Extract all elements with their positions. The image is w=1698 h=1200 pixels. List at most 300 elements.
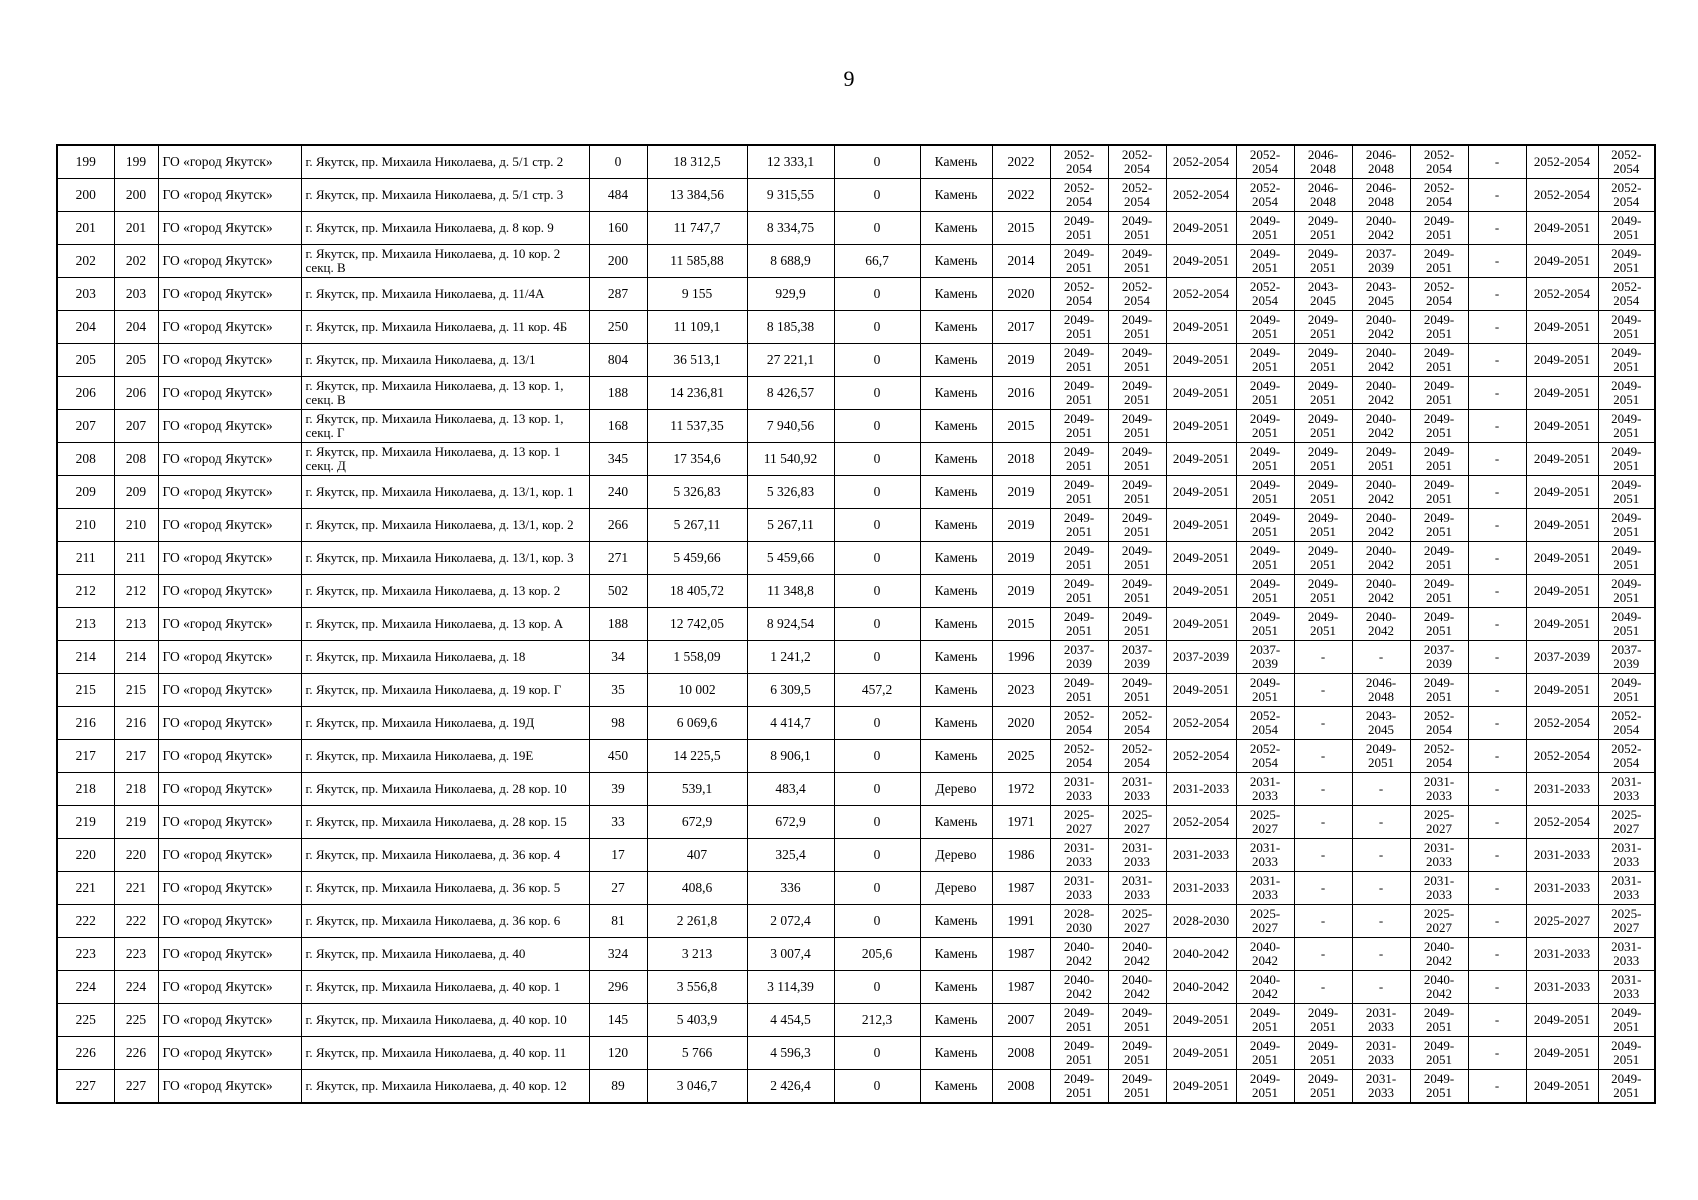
cell-row-number: 217 bbox=[114, 740, 158, 773]
table-row bbox=[57, 608, 1655, 641]
cell-period-5: - bbox=[1294, 839, 1352, 872]
cell-period-10: 2052-2054 bbox=[1598, 145, 1655, 179]
cell-wall-material: Камень bbox=[920, 509, 992, 542]
cell-wall-material: Камень bbox=[920, 707, 992, 740]
cell-wall-material: Камень bbox=[920, 740, 992, 773]
cell-address: г. Якутск, пр. Михаила Николаева, д. 13/1, кор. 1 bbox=[301, 476, 589, 509]
cell-period-3: 2052-2054 bbox=[1166, 145, 1236, 179]
cell-period-3: 2049-2051 bbox=[1166, 476, 1236, 509]
cell-address: г. Якутск, пр. Михаила Николаева, д. 40 кор. 10 bbox=[301, 1004, 589, 1037]
cell-period-6: 2046-2048 bbox=[1352, 145, 1410, 179]
cell-living-area: 4 454,5 bbox=[747, 1004, 834, 1037]
cell-row-index: 209 bbox=[57, 476, 114, 509]
cell-row-number: 205 bbox=[114, 344, 158, 377]
cell-address: г. Якутск, пр. Михаила Николаева, д. 36 кор. 5 bbox=[301, 872, 589, 905]
cell-municipality: ГО «город Якутск» bbox=[158, 938, 301, 971]
table-row bbox=[57, 1070, 1655, 1104]
cell-total-area: 36 513,1 bbox=[647, 344, 747, 377]
cell-period-1: 2049-2051 bbox=[1050, 1070, 1108, 1104]
cell-period-9: 2037-2039 bbox=[1526, 641, 1598, 674]
cell-living-area: 672,9 bbox=[747, 806, 834, 839]
cell-period-2: 2031-2033 bbox=[1108, 773, 1166, 806]
cell-row-index: 204 bbox=[57, 311, 114, 344]
cell-period-1: 2037-2039 bbox=[1050, 641, 1108, 674]
cell-period-1: 2052-2054 bbox=[1050, 740, 1108, 773]
cell-period-7: 2052-2054 bbox=[1410, 740, 1468, 773]
cell-total-area: 3 213 bbox=[647, 938, 747, 971]
cell-period-6: - bbox=[1352, 971, 1410, 1004]
table-row bbox=[57, 476, 1655, 509]
cell-nonresidential-area: 0 bbox=[834, 839, 920, 872]
cell-row-index: 219 bbox=[57, 806, 114, 839]
cell-period-4: 2049-2051 bbox=[1236, 476, 1294, 509]
cell-living-area: 3 114,39 bbox=[747, 971, 834, 1004]
cell-period-3: 2049-2051 bbox=[1166, 674, 1236, 707]
table-row bbox=[57, 542, 1655, 575]
cell-build-year: 2019 bbox=[992, 575, 1050, 608]
cell-period-6: 2031-2033 bbox=[1352, 1037, 1410, 1070]
cell-residents: 484 bbox=[589, 179, 647, 212]
cell-build-year: 2020 bbox=[992, 707, 1050, 740]
cell-wall-material: Камень bbox=[920, 212, 992, 245]
cell-address: г. Якутск, пр. Михаила Николаева, д. 13 кор. 2 bbox=[301, 575, 589, 608]
cell-period-2: 2031-2033 bbox=[1108, 872, 1166, 905]
cell-living-area: 325,4 bbox=[747, 839, 834, 872]
cell-period-5: 2049-2051 bbox=[1294, 575, 1352, 608]
cell-period-10: 2049-2051 bbox=[1598, 575, 1655, 608]
cell-period-5: 2049-2051 bbox=[1294, 542, 1352, 575]
table-row bbox=[57, 971, 1655, 1004]
cell-period-6: 2043-2045 bbox=[1352, 707, 1410, 740]
cell-period-10: 2025-2027 bbox=[1598, 905, 1655, 938]
cell-living-area: 6 309,5 bbox=[747, 674, 834, 707]
cell-build-year: 2022 bbox=[992, 145, 1050, 179]
cell-living-area: 8 426,57 bbox=[747, 377, 834, 410]
cell-period-6: - bbox=[1352, 938, 1410, 971]
cell-period-8: - bbox=[1468, 707, 1526, 740]
cell-period-7: 2049-2051 bbox=[1410, 1004, 1468, 1037]
cell-municipality: ГО «город Якутск» bbox=[158, 509, 301, 542]
cell-build-year: 2016 bbox=[992, 377, 1050, 410]
cell-residents: 266 bbox=[589, 509, 647, 542]
cell-nonresidential-area: 0 bbox=[834, 971, 920, 1004]
cell-wall-material: Камень bbox=[920, 575, 992, 608]
table-row bbox=[57, 443, 1655, 476]
cell-period-1: 2049-2051 bbox=[1050, 476, 1108, 509]
cell-total-area: 408,6 bbox=[647, 872, 747, 905]
cell-municipality: ГО «город Якутск» bbox=[158, 806, 301, 839]
cell-wall-material: Камень bbox=[920, 938, 992, 971]
cell-build-year: 1987 bbox=[992, 971, 1050, 1004]
cell-living-area: 4 596,3 bbox=[747, 1037, 834, 1070]
cell-period-10: 2049-2051 bbox=[1598, 212, 1655, 245]
cell-total-area: 5 766 bbox=[647, 1037, 747, 1070]
table-row bbox=[57, 179, 1655, 212]
cell-residents: 145 bbox=[589, 1004, 647, 1037]
cell-period-9: 2052-2054 bbox=[1526, 145, 1598, 179]
cell-period-4: 2031-2033 bbox=[1236, 839, 1294, 872]
cell-period-8: - bbox=[1468, 773, 1526, 806]
cell-period-8: - bbox=[1468, 1070, 1526, 1104]
cell-period-8: - bbox=[1468, 806, 1526, 839]
cell-build-year: 2015 bbox=[992, 608, 1050, 641]
cell-period-10: 2049-2051 bbox=[1598, 377, 1655, 410]
cell-period-6: 2037-2039 bbox=[1352, 245, 1410, 278]
cell-build-year: 2019 bbox=[992, 542, 1050, 575]
cell-living-area: 929,9 bbox=[747, 278, 834, 311]
cell-period-9: 2031-2033 bbox=[1526, 872, 1598, 905]
cell-municipality: ГО «город Якутск» bbox=[158, 1004, 301, 1037]
table-row bbox=[57, 344, 1655, 377]
cell-period-2: 2049-2051 bbox=[1108, 410, 1166, 443]
cell-period-1: 2031-2033 bbox=[1050, 872, 1108, 905]
cell-wall-material: Камень bbox=[920, 608, 992, 641]
cell-period-7: 2049-2051 bbox=[1410, 575, 1468, 608]
cell-period-7: 2049-2051 bbox=[1410, 1070, 1468, 1104]
cell-period-1: 2049-2051 bbox=[1050, 509, 1108, 542]
cell-wall-material: Камень bbox=[920, 971, 992, 1004]
cell-row-number: 208 bbox=[114, 443, 158, 476]
cell-row-index: 225 bbox=[57, 1004, 114, 1037]
cell-period-8: - bbox=[1468, 179, 1526, 212]
cell-period-1: 2049-2051 bbox=[1050, 245, 1108, 278]
table-row bbox=[57, 1037, 1655, 1070]
cell-row-number: 201 bbox=[114, 212, 158, 245]
cell-period-5: - bbox=[1294, 707, 1352, 740]
cell-row-index: 199 bbox=[57, 145, 114, 179]
cell-period-3: 2052-2054 bbox=[1166, 707, 1236, 740]
cell-period-3: 2037-2039 bbox=[1166, 641, 1236, 674]
cell-wall-material: Камень bbox=[920, 1037, 992, 1070]
cell-period-1: 2040-2042 bbox=[1050, 971, 1108, 1004]
cell-period-9: 2049-2051 bbox=[1526, 311, 1598, 344]
cell-period-9: 2049-2051 bbox=[1526, 575, 1598, 608]
cell-total-area: 14 236,81 bbox=[647, 377, 747, 410]
cell-period-4: 2040-2042 bbox=[1236, 938, 1294, 971]
cell-nonresidential-area: 0 bbox=[834, 542, 920, 575]
cell-period-8: - bbox=[1468, 377, 1526, 410]
cell-period-9: 2031-2033 bbox=[1526, 839, 1598, 872]
cell-period-6: 2040-2042 bbox=[1352, 344, 1410, 377]
cell-living-area: 1 241,2 bbox=[747, 641, 834, 674]
cell-residents: 271 bbox=[589, 542, 647, 575]
cell-period-10: 2052-2054 bbox=[1598, 707, 1655, 740]
cell-period-3: 2049-2051 bbox=[1166, 542, 1236, 575]
cell-period-5: 2049-2051 bbox=[1294, 377, 1352, 410]
cell-address: г. Якутск, пр. Михаила Николаева, д. 8 кор. 9 bbox=[301, 212, 589, 245]
cell-nonresidential-area: 0 bbox=[834, 773, 920, 806]
cell-period-5: 2049-2051 bbox=[1294, 245, 1352, 278]
table-row bbox=[57, 674, 1655, 707]
cell-period-4: 2052-2054 bbox=[1236, 740, 1294, 773]
cell-period-3: 2049-2051 bbox=[1166, 245, 1236, 278]
cell-period-8: - bbox=[1468, 641, 1526, 674]
cell-row-index: 208 bbox=[57, 443, 114, 476]
cell-residents: 17 bbox=[589, 839, 647, 872]
cell-municipality: ГО «город Якутск» bbox=[158, 377, 301, 410]
cell-period-4: 2049-2051 bbox=[1236, 1070, 1294, 1104]
cell-period-7: 2025-2027 bbox=[1410, 905, 1468, 938]
cell-period-10: 2052-2054 bbox=[1598, 740, 1655, 773]
cell-total-area: 5 267,11 bbox=[647, 509, 747, 542]
cell-nonresidential-area: 0 bbox=[834, 806, 920, 839]
cell-nonresidential-area: 0 bbox=[834, 608, 920, 641]
cell-address: г. Якутск, пр. Михаила Николаева, д. 40 кор. 11 bbox=[301, 1037, 589, 1070]
cell-period-7: 2031-2033 bbox=[1410, 839, 1468, 872]
cell-row-number: 200 bbox=[114, 179, 158, 212]
cell-nonresidential-area: 0 bbox=[834, 641, 920, 674]
cell-period-2: 2049-2051 bbox=[1108, 1037, 1166, 1070]
cell-wall-material: Камень bbox=[920, 245, 992, 278]
cell-total-area: 5 459,66 bbox=[647, 542, 747, 575]
cell-period-9: 2049-2051 bbox=[1526, 377, 1598, 410]
cell-build-year: 2015 bbox=[992, 212, 1050, 245]
cell-living-area: 2 072,4 bbox=[747, 905, 834, 938]
cell-period-2: 2049-2051 bbox=[1108, 509, 1166, 542]
cell-period-6: 2049-2051 bbox=[1352, 740, 1410, 773]
cell-period-2: 2052-2054 bbox=[1108, 740, 1166, 773]
cell-period-9: 2049-2051 bbox=[1526, 344, 1598, 377]
cell-period-10: 2049-2051 bbox=[1598, 344, 1655, 377]
cell-residents: 89 bbox=[589, 1070, 647, 1104]
cell-period-6: 2040-2042 bbox=[1352, 476, 1410, 509]
cell-period-3: 2049-2051 bbox=[1166, 410, 1236, 443]
cell-residents: 324 bbox=[589, 938, 647, 971]
cell-wall-material: Камень bbox=[920, 344, 992, 377]
cell-period-2: 2049-2051 bbox=[1108, 1070, 1166, 1104]
cell-period-9: 2052-2054 bbox=[1526, 806, 1598, 839]
cell-period-3: 2049-2051 bbox=[1166, 509, 1236, 542]
cell-period-10: 2049-2051 bbox=[1598, 509, 1655, 542]
cell-period-10: 2031-2033 bbox=[1598, 773, 1655, 806]
cell-period-1: 2052-2054 bbox=[1050, 179, 1108, 212]
cell-period-7: 2052-2054 bbox=[1410, 179, 1468, 212]
cell-residents: 81 bbox=[589, 905, 647, 938]
cell-build-year: 2017 bbox=[992, 311, 1050, 344]
cell-period-9: 2031-2033 bbox=[1526, 773, 1598, 806]
cell-living-area: 27 221,1 bbox=[747, 344, 834, 377]
cell-period-6: 2031-2033 bbox=[1352, 1004, 1410, 1037]
cell-period-9: 2049-2051 bbox=[1526, 1070, 1598, 1104]
cell-residents: 35 bbox=[589, 674, 647, 707]
cell-period-2: 2052-2054 bbox=[1108, 145, 1166, 179]
cell-address: г. Якутск, пр. Михаила Николаева, д. 5/1 стр. 3 bbox=[301, 179, 589, 212]
cell-build-year: 2018 bbox=[992, 443, 1050, 476]
table-row bbox=[57, 311, 1655, 344]
cell-period-10: 2031-2033 bbox=[1598, 971, 1655, 1004]
cell-living-area: 12 333,1 bbox=[747, 145, 834, 179]
cell-period-1: 2049-2051 bbox=[1050, 1037, 1108, 1070]
cell-period-10: 2049-2051 bbox=[1598, 674, 1655, 707]
cell-row-number: 221 bbox=[114, 872, 158, 905]
cell-build-year: 1972 bbox=[992, 773, 1050, 806]
cell-period-7: 2049-2051 bbox=[1410, 344, 1468, 377]
cell-period-1: 2028-2030 bbox=[1050, 905, 1108, 938]
cell-period-4: 2052-2054 bbox=[1236, 145, 1294, 179]
cell-nonresidential-area: 0 bbox=[834, 707, 920, 740]
cell-row-index: 201 bbox=[57, 212, 114, 245]
cell-municipality: ГО «город Якутск» bbox=[158, 575, 301, 608]
cell-period-3: 2052-2054 bbox=[1166, 740, 1236, 773]
cell-period-1: 2049-2051 bbox=[1050, 1004, 1108, 1037]
cell-period-1: 2031-2033 bbox=[1050, 839, 1108, 872]
cell-row-index: 222 bbox=[57, 905, 114, 938]
cell-period-5: 2049-2051 bbox=[1294, 608, 1352, 641]
cell-total-area: 3 046,7 bbox=[647, 1070, 747, 1104]
cell-residents: 200 bbox=[589, 245, 647, 278]
cell-period-9: 2052-2054 bbox=[1526, 740, 1598, 773]
cell-period-9: 2049-2051 bbox=[1526, 1037, 1598, 1070]
cell-living-area: 2 426,4 bbox=[747, 1070, 834, 1104]
cell-period-4: 2052-2054 bbox=[1236, 707, 1294, 740]
cell-address: г. Якутск, пр. Михаила Николаева, д. 11 кор. 4Б bbox=[301, 311, 589, 344]
cell-period-10: 2052-2054 bbox=[1598, 179, 1655, 212]
cell-address: г. Якутск, пр. Михаила Николаева, д. 28 кор. 10 bbox=[301, 773, 589, 806]
table-row bbox=[57, 938, 1655, 971]
cell-row-index: 223 bbox=[57, 938, 114, 971]
cell-period-1: 2049-2051 bbox=[1050, 542, 1108, 575]
cell-period-1: 2031-2033 bbox=[1050, 773, 1108, 806]
cell-period-6: - bbox=[1352, 641, 1410, 674]
cell-period-3: 2028-2030 bbox=[1166, 905, 1236, 938]
cell-period-8: - bbox=[1468, 674, 1526, 707]
cell-row-index: 205 bbox=[57, 344, 114, 377]
cell-nonresidential-area: 0 bbox=[834, 1037, 920, 1070]
cell-living-area: 5 459,66 bbox=[747, 542, 834, 575]
cell-period-6: - bbox=[1352, 839, 1410, 872]
cell-period-10: 2037-2039 bbox=[1598, 641, 1655, 674]
cell-period-5: - bbox=[1294, 773, 1352, 806]
cell-period-4: 2049-2051 bbox=[1236, 311, 1294, 344]
cell-period-7: 2049-2051 bbox=[1410, 377, 1468, 410]
cell-period-6: - bbox=[1352, 872, 1410, 905]
cell-row-number: 218 bbox=[114, 773, 158, 806]
cell-municipality: ГО «город Якутск» bbox=[158, 1070, 301, 1104]
cell-total-area: 3 556,8 bbox=[647, 971, 747, 1004]
cell-municipality: ГО «город Якутск» bbox=[158, 707, 301, 740]
cell-period-6: 2040-2042 bbox=[1352, 212, 1410, 245]
cell-residents: 188 bbox=[589, 377, 647, 410]
cell-row-number: 210 bbox=[114, 509, 158, 542]
cell-period-5: 2049-2051 bbox=[1294, 344, 1352, 377]
cell-total-area: 407 bbox=[647, 839, 747, 872]
cell-municipality: ГО «город Якутск» bbox=[158, 212, 301, 245]
cell-row-index: 220 bbox=[57, 839, 114, 872]
cell-address: г. Якутск, пр. Михаила Николаева, д. 40 кор. 12 bbox=[301, 1070, 589, 1104]
cell-nonresidential-area: 0 bbox=[834, 1070, 920, 1104]
cell-period-2: 2040-2042 bbox=[1108, 938, 1166, 971]
cell-address: г. Якутск, пр. Михаила Николаева, д. 40 bbox=[301, 938, 589, 971]
cell-residents: 296 bbox=[589, 971, 647, 1004]
cell-period-7: 2049-2051 bbox=[1410, 674, 1468, 707]
cell-period-5: - bbox=[1294, 674, 1352, 707]
cell-period-9: 2049-2051 bbox=[1526, 245, 1598, 278]
cell-total-area: 17 354,6 bbox=[647, 443, 747, 476]
cell-build-year: 2023 bbox=[992, 674, 1050, 707]
cell-address: г. Якутск, пр. Михаила Николаева, д. 13 кор. 1, секц. Г bbox=[301, 410, 589, 443]
cell-period-8: - bbox=[1468, 245, 1526, 278]
cell-total-area: 18 312,5 bbox=[647, 145, 747, 179]
table-row bbox=[57, 905, 1655, 938]
cell-period-4: 2049-2051 bbox=[1236, 1037, 1294, 1070]
cell-period-2: 2049-2051 bbox=[1108, 542, 1166, 575]
cell-period-8: - bbox=[1468, 740, 1526, 773]
cell-nonresidential-area: 0 bbox=[834, 344, 920, 377]
cell-row-number: 211 bbox=[114, 542, 158, 575]
cell-period-10: 2049-2051 bbox=[1598, 245, 1655, 278]
cell-period-7: 2052-2054 bbox=[1410, 707, 1468, 740]
cell-row-number: 206 bbox=[114, 377, 158, 410]
cell-row-index: 210 bbox=[57, 509, 114, 542]
cell-period-8: - bbox=[1468, 344, 1526, 377]
cell-address: г. Якутск, пр. Михаила Николаева, д. 28 кор. 15 bbox=[301, 806, 589, 839]
cell-municipality: ГО «город Якутск» bbox=[158, 773, 301, 806]
cell-period-5: - bbox=[1294, 971, 1352, 1004]
cell-wall-material: Камень bbox=[920, 311, 992, 344]
cell-period-3: 2049-2051 bbox=[1166, 344, 1236, 377]
cell-wall-material: Дерево bbox=[920, 773, 992, 806]
table-row bbox=[57, 145, 1655, 179]
cell-period-7: 2049-2051 bbox=[1410, 509, 1468, 542]
cell-build-year: 1986 bbox=[992, 839, 1050, 872]
cell-period-3: 2049-2051 bbox=[1166, 443, 1236, 476]
cell-period-2: 2052-2054 bbox=[1108, 707, 1166, 740]
cell-period-4: 2025-2027 bbox=[1236, 806, 1294, 839]
cell-period-9: 2031-2033 bbox=[1526, 938, 1598, 971]
cell-period-5: - bbox=[1294, 740, 1352, 773]
cell-period-9: 2049-2051 bbox=[1526, 443, 1598, 476]
cell-row-index: 203 bbox=[57, 278, 114, 311]
cell-municipality: ГО «город Якутск» bbox=[158, 839, 301, 872]
cell-residents: 240 bbox=[589, 476, 647, 509]
table-row bbox=[57, 575, 1655, 608]
cell-period-6: 2040-2042 bbox=[1352, 311, 1410, 344]
cell-total-area: 9 155 bbox=[647, 278, 747, 311]
cell-address: г. Якутск, пр. Михаила Николаева, д. 36 кор. 4 bbox=[301, 839, 589, 872]
cell-municipality: ГО «город Якутск» bbox=[158, 179, 301, 212]
cell-row-index: 217 bbox=[57, 740, 114, 773]
cell-period-9: 2049-2051 bbox=[1526, 608, 1598, 641]
cell-residents: 33 bbox=[589, 806, 647, 839]
cell-build-year: 1971 bbox=[992, 806, 1050, 839]
cell-period-1: 2049-2051 bbox=[1050, 311, 1108, 344]
cell-period-7: 2049-2051 bbox=[1410, 542, 1468, 575]
cell-period-10: 2052-2054 bbox=[1598, 278, 1655, 311]
cell-period-10: 2049-2051 bbox=[1598, 1037, 1655, 1070]
cell-build-year: 1987 bbox=[992, 938, 1050, 971]
cell-row-number: 213 bbox=[114, 608, 158, 641]
cell-total-area: 11 585,88 bbox=[647, 245, 747, 278]
cell-period-8: - bbox=[1468, 410, 1526, 443]
cell-nonresidential-area: 0 bbox=[834, 410, 920, 443]
cell-period-3: 2049-2051 bbox=[1166, 608, 1236, 641]
cell-living-area: 8 185,38 bbox=[747, 311, 834, 344]
cell-residents: 98 bbox=[589, 707, 647, 740]
cell-row-index: 212 bbox=[57, 575, 114, 608]
cell-nonresidential-area: 0 bbox=[834, 278, 920, 311]
cell-build-year: 2019 bbox=[992, 476, 1050, 509]
cell-nonresidential-area: 0 bbox=[834, 509, 920, 542]
cell-period-3: 2052-2054 bbox=[1166, 179, 1236, 212]
cell-row-index: 218 bbox=[57, 773, 114, 806]
cell-period-3: 2049-2051 bbox=[1166, 1070, 1236, 1104]
cell-address: г. Якутск, пр. Михаила Николаева, д. 36 кор. 6 bbox=[301, 905, 589, 938]
cell-period-1: 2049-2051 bbox=[1050, 575, 1108, 608]
table-row bbox=[57, 707, 1655, 740]
cell-period-8: - bbox=[1468, 1004, 1526, 1037]
cell-period-8: - bbox=[1468, 872, 1526, 905]
cell-period-6: 2040-2042 bbox=[1352, 377, 1410, 410]
